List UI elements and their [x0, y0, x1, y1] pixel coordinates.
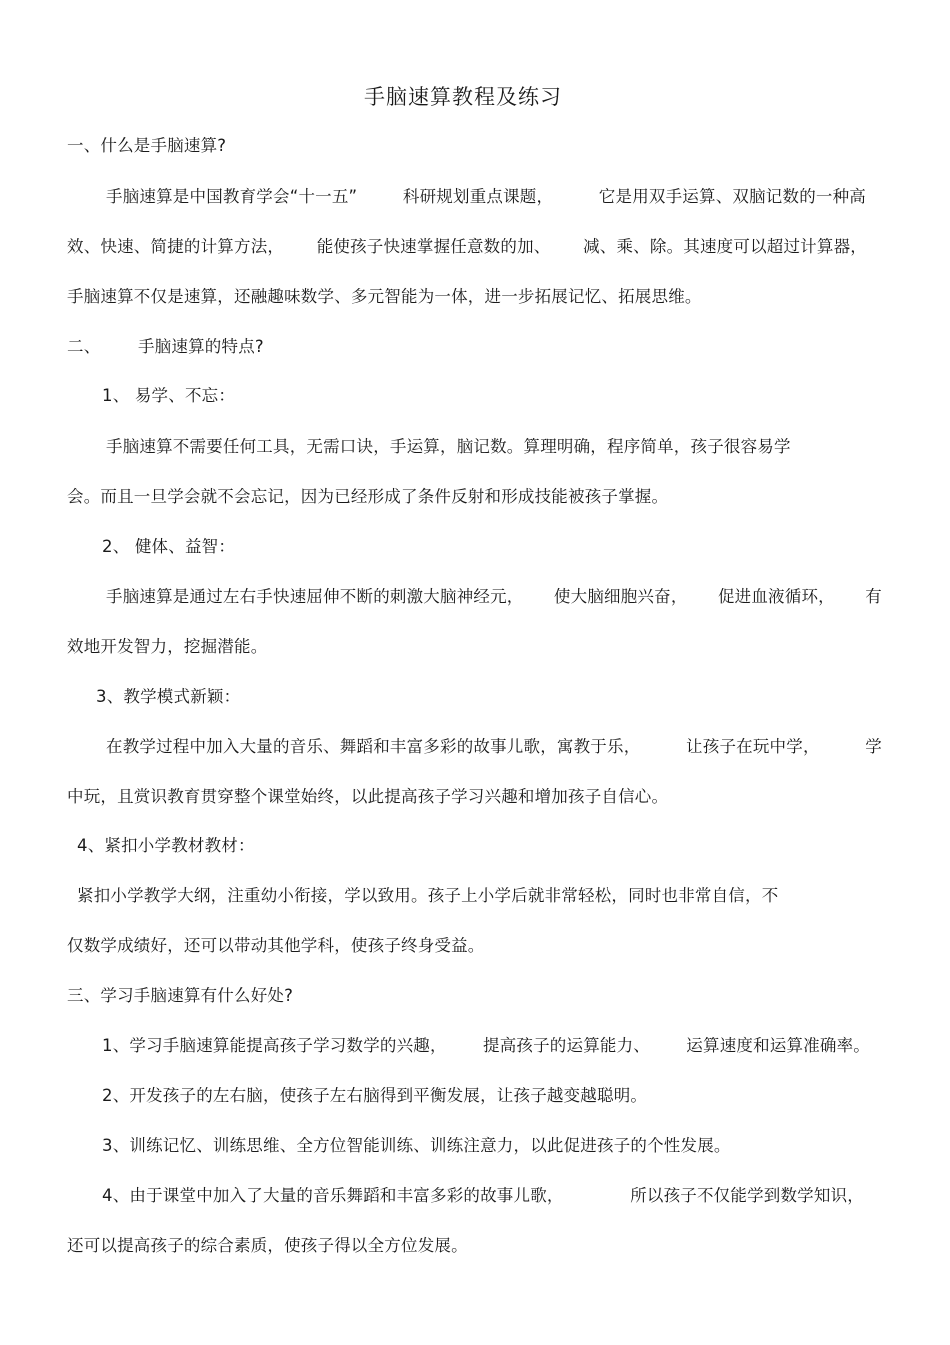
text-segment: 手脑速算是通过左右手快速屈伸不断的刺激大脑神经元， — [106, 587, 524, 606]
text-segment: 它是用双手运算、双脑记数的一种高 — [598, 187, 866, 206]
benefit-2: 2、开发孩子的左右脑，使孩子左右脑得到平衡发展，让孩子越变越聪明。 — [102, 1086, 648, 1105]
item-3-line-1 — [106, 736, 882, 758]
section-2-heading: 手脑速算的特点? — [138, 337, 264, 356]
text-segment: 有 — [865, 587, 882, 606]
text-segment: 减、乘、除。其速度可以超过计算器， — [583, 237, 867, 256]
item-4-line-1: 紧扣小学教学大纲，注重幼小衔接，学以致用。孩子上小学后就非常轻松，同时也非常自信，不 — [77, 886, 779, 905]
item-1-line-1: 手脑速算不需要任何工具，无需口诀，手运算，脑记数。算理明确，程序简单，孩子很容易学 — [106, 437, 791, 456]
section-2-heading-number: 二、 — [67, 337, 101, 356]
benefit-4-line-1 — [102, 1185, 864, 1207]
item-2-line-2: 效地开发智力，挖掘潜能。 — [67, 637, 268, 656]
benefit-3: 3、训练记忆、训练思维、全方位智能训练、训练注意力，以此促进孩子的个性发展。 — [102, 1136, 731, 1155]
section-1-paragraph-line-1 — [106, 186, 866, 208]
document-title: 手脑速算教程及练习 — [364, 85, 562, 109]
section-1-heading: 一、什么是手脑速算? — [67, 136, 227, 155]
text-segment: 学 — [865, 737, 882, 756]
section-1-paragraph-line-2 — [67, 236, 867, 258]
text-segment: 让孩子在玩中学， — [686, 737, 820, 756]
section-3-heading: 三、学习手脑速算有什么好处? — [67, 986, 294, 1005]
text-segment: 提高孩子的运算能力、 — [483, 1036, 650, 1055]
text-segment: 手脑速算是中国教育学会“十一五” — [106, 187, 358, 206]
section-1-paragraph-line-3: 手脑速算不仅是速算，还融趣味数学、多元智能为一体，进一步拓展记忆、拓展思维。 — [67, 287, 702, 306]
text-segment: 4、由于课堂中加入了大量的音乐舞蹈和丰富多彩的故事儿歌， — [102, 1186, 564, 1205]
text-segment: 促进血液循环， — [717, 587, 835, 606]
item-1-line-2: 会。而且一旦学会就不会忘记，因为已经形成了条件反射和形成技能被孩子掌握。 — [67, 487, 669, 506]
text-segment: 运算速度和运算准确率。 — [686, 1036, 870, 1055]
benefit-4-line-2: 还可以提高孩子的综合素质，使孩子得以全方位发展。 — [67, 1236, 468, 1255]
text-segment: 能使孩子快速掌握任意数的加、 — [316, 237, 551, 256]
text-segment: 在教学过程中加入大量的音乐、舞蹈和丰富多彩的故事儿歌，寓教于乐， — [106, 737, 641, 756]
item-3-line-2: 中玩，且赏识教育贯穿整个课堂始终，以此提高孩子学习兴趣和增加孩子自信心。 — [67, 787, 669, 806]
item-2-heading: 2、 健体、益智： — [102, 537, 236, 556]
item-1-heading: 1、 易学、不忘： — [102, 386, 236, 405]
item-4-heading: 4、紧扣小学教材教材： — [77, 836, 255, 855]
item-2-line-1 — [106, 586, 882, 608]
text-segment: 使大脑细胞兴奋， — [553, 587, 688, 606]
item-3-heading: 3、教学模式新颖： — [96, 687, 241, 706]
text-segment: 1、学习手脑速算能提高孩子学习数学的兴趣， — [102, 1036, 447, 1055]
text-segment: 科研规划重点课题， — [402, 187, 554, 206]
text-segment: 效、快速、简捷的计算方法， — [67, 237, 285, 256]
benefit-1 — [102, 1035, 870, 1057]
item-4-line-2: 仅数学成绩好，还可以带动其他学科，使孩子终身受益。 — [67, 936, 485, 955]
text-segment: 所以孩子不仅能学到数学知识， — [630, 1186, 864, 1205]
